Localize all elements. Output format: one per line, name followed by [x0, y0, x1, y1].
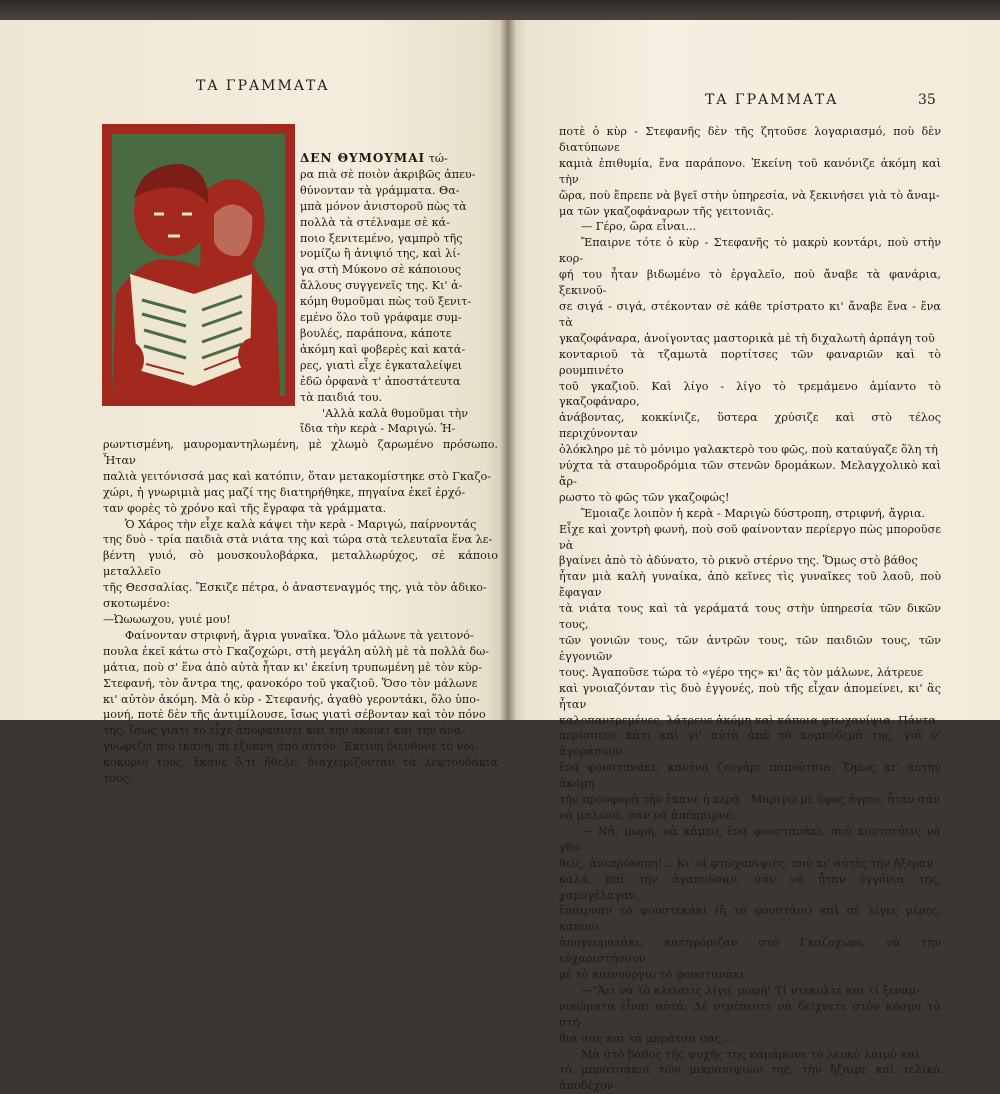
- text-line: γκαζοφάναρα, ἀνοίγοντας μαστορικὰ μὲ τὴ διχαλωτὴ ἁρπάγη τοῦ: [559, 331, 935, 345]
- opening-words: ΔΕΝ ΘΥΜΟΥΜΑΙ: [300, 151, 426, 165]
- text-line: καλοπαντρεμένες, λάτρευε ἀκόμη καὶ κάποια φτωχανίψια. Πάντα: [559, 713, 936, 727]
- page-number: 35: [918, 92, 936, 108]
- text-line: μπὰ μόνον ἀνιστοροῦ πὼς τὰ: [300, 199, 467, 213]
- text-line: κονταριοῦ τὰ τζαμωτὰ πορτίτσες τῶν φαναριῶν καὶ τὸ ρουμπινέτο: [559, 347, 941, 377]
- text-line: νύχτα τὰ σταυροδρόμια τῶν στενῶν δρομάκων. Μελαγχολικὸ καὶ ἄρ-: [559, 459, 941, 488]
- text-line: ἴδια τὴν κερὰ - Μαριγώ. Ἡ-: [300, 422, 456, 436]
- woodcut-illustration: [102, 124, 295, 406]
- text-line: τους. Ἀγαποῦσε τώρα τὸ «γέρο της» κι' ἃς τὸν μάλωνε, λάτρευε: [559, 665, 923, 679]
- text-line: ἀνάβοντας, κοκκίνιζε, ὕστερα χρύσιζε καὶ στὸ τέλος περιχύνονταν: [559, 411, 941, 441]
- text-line: —"Ἀει νὰ τὸ κλείσεις λίγο, μωρή! Τί ντεκολτὲ καὶ τί ξεναμ-: [581, 983, 920, 997]
- text-line: βγαίνει ἀπὸ τὸ ἀδύνατο, τὸ ρικνὸ στέρνο της. Ὅμως στὸ βάθος: [559, 554, 918, 568]
- text-line: μάτια, ποὺ σ' ἕνα ἀπὸ αὐτὰ ἦταν κι' ἐκείνη τρυπωμένη μὲ τὸν κὺρ-: [103, 660, 483, 674]
- text-line: ποιο ξενιτεμένο, γαμπρὸ τῆς: [300, 231, 463, 245]
- text-line: νικώματα εἶναι αὐτά; Δὲ ντρέπεστε νὰ δείχνετε στὸν κόσμο τὰ στή-: [559, 999, 941, 1029]
- text-line: ρωστο τὸ φῶς τῶν γκαζοφώς!: [559, 490, 730, 504]
- text-line: ταν φορὲς τὸ χρόνο καὶ τῆς ἔγραφα τὰ γράμματα.: [103, 501, 387, 515]
- text-line: ἦταν μιὰ καλὴ γυναίκα, ἀπὸ κεῖνες τὶς γυναῖκες τοῦ λαοῦ, ποὺ ἔφαγαν: [559, 570, 941, 600]
- text-line: τῆς Θεσσαλίας. Ἔσκιζε πέτρα, ὁ ἀναστεναγμός της, γιὰ τὸν ἀδικο-: [103, 581, 487, 595]
- text-line: βέντη γυιό, σὸ μουσκουλοβάρκα, μεταλλωρύχος, σὲ κάποιο μεταλλεῖο: [103, 549, 498, 579]
- text-line: Φαίνονταν στριφνή, ἄγρια γυναῖκα. Ὅλο μάλωνε τὰ γειτονό-: [125, 628, 474, 642]
- text-line: βουλές, παράπονα, κάποτε: [300, 326, 452, 340]
- text-line: νὰ μαλώνε, σὰν νὰ ἀπόπαιρνε:: [559, 808, 736, 822]
- text-line: τὴν προσφορὰ τὴν ἔκανε ἡ κερὰ - Μαριγὼ μὲ ὕφος ἄγριο, ἦταν σὰν: [559, 793, 941, 807]
- text-line: — Γέρο, ὥρα εἶναι...: [581, 220, 697, 234]
- text-line: σε σιγά - σιγά, στέκονταν σὲ κάθε τρίστρατο κι' ἄναβε ἕνα - ἕνα τὰ: [559, 299, 941, 329]
- left-beside-illustration-text: [300, 151, 498, 437]
- text-line: θύνονταν τὰ γράμματα. Θα-: [300, 183, 460, 197]
- text-line: ποτὲ ὁ κὺρ - Στεφανῆς δὲν τῆς ζητοῦσε λογαριασμό, ποὺ δὲν διατύπωνε: [559, 125, 941, 154]
- text-line: ἀκόμη καὶ φοβερὲς καὶ κατά-: [300, 342, 466, 356]
- text-line: γνωρίζει πιὸ ἱκανή, πὶ ἐξυπνη ἀπὸ αὐτόν. Ἐκείνη διευθύνε τὸ νοι-: [103, 740, 479, 754]
- text-line: τῶν γονιῶν τους, τῶν ἀντρῶν τους, τῶν παιδιῶν τους, τῶν ἐγγονιῶν: [559, 634, 941, 663]
- right-page: [507, 20, 1000, 1093]
- text-line: 'Αλλὰ καλὰ θυμοῦμαι τὴν: [322, 406, 469, 420]
- text-line: ἔπαιρναν τὸ φουστεκάκι (ἢ τὸ φουστάνι) καὶ σὲ λίγες μέρες, κάποιο: [559, 904, 941, 934]
- text-line: θια σας καὶ τὰ μπράτσα σας;...: [559, 1031, 736, 1045]
- text-line: Ἔμοιαζε λοιπὸν ἡ κερὰ - Μαριγὼ δύστροπη, στριφνή, ἄγρια.: [581, 506, 926, 520]
- text-line: φή του ἦταν βιδωμένο τὸ ἐργαλεῖο, ποὺ ἄναβε τὰ φανάρια, ξεκινοῦ-: [559, 268, 941, 298]
- text-line: ἀπογευματάκι, κατηφόριζαν στὸ Γκαζοχώρι, νὰ τὴν εὐχαριστήσουν: [559, 936, 941, 966]
- text-line: κοκυριὸ τους, ἔκανε ὅ,τι ἤθελε, διαχειρίζονταν τὰ λεφτουδάκια τους,: [103, 756, 498, 786]
- text-line: τὰ μπρατσάκια τῶν μικρανιψιῶν της, τὴν ἤξαιρε καὶ τελικὰ ἀποδέχον-: [559, 1063, 941, 1093]
- text-line: καμιὰ ἐπιθυμία, ἕνα παράπονο. Ἐκείνη τοῦ κανόνιζε ἀκόμη καὶ τὴν: [559, 156, 941, 186]
- text-line: πολλὰ τὰ στέλναμε σὲ κά-: [300, 215, 450, 229]
- text-line: Στεφανή, τὸν ἄντρα της, φανοκόρο τοῦ γκαζιοῦ. Ὅσο τὸν μάλωνε: [103, 676, 478, 690]
- text-line: καλά, καὶ τὴν ἀγαποῦσαν, σὰν νὰ ἦταν ἐγγόνια της, χαμογέλαγαν,: [559, 872, 941, 902]
- left-running-header: ΤΑ ΓΡΑΜΜΑΤΑ: [196, 78, 330, 94]
- text-line: κόμη θυμοῦμαι πὼς τοῦ ξενιτ-: [300, 295, 472, 309]
- text-line: θεῖς, ἀνεπρόκοπη!... Κι' οἱ φτωχανιψιές, ποὺ κι' αὐτὲς τὴν ἤξεραν: [559, 856, 934, 870]
- text-line: μα τῶν γκαζοφάναρων τῆς γειτονιᾶς.: [559, 204, 774, 218]
- book-gutter: [500, 20, 516, 720]
- text-line: εμένο ὅλο τοῦ γράφαμε συμ-: [300, 311, 462, 325]
- text-line: γα στὴ Μύκονο σὲ κάποιους: [300, 263, 461, 277]
- left-body-text: [103, 437, 498, 787]
- text-line: τοῦ γκαζιοῦ. Καὶ λίγο - λίγο τὸ τρεμάμενο ἀμίαντο τὸ γκαζοφάναρο,: [559, 379, 941, 409]
- text-line: τὰ νιάτα τους καὶ τὰ γεράματά τους στὴν ὑπηρεσία τῶν δικῶν τους,: [559, 602, 941, 632]
- text-line: ὁλόκληρο μὲ τὸ μόνιμο γαλακτερὸ του φῶς, ποὺ καταύγαζε ὅλη τὴ: [559, 443, 938, 457]
- text-line: μονή, ποτὲ δὲν τῆς ἀντιμίλουσε, ἴσως γιατὶ σέβονταν καὶ τὸν πόνο: [103, 708, 486, 722]
- text-line: της δυὸ - τρία παιδιὰ στὰ νιάτα της καὶ τώρα στὰ τελευταῖα ἕνα λε-: [103, 533, 493, 547]
- text-line: ΔΕΝ ΘΥΜΟΥΜΑΙ τώ-: [300, 151, 448, 165]
- text-line: Μὰ στὸ βάθος τῆς ψυχῆς της καμάρωνε τὸ λευκὸ λαιμὸ καὶ: [581, 1047, 920, 1061]
- text-line: ὥρα, ποὺ ἔπρεπε νὰ βγεῖ στὴν ὑπηρεσία, νὰ ξεκινήσει γιὰ τὸ ἄναμ-: [559, 188, 940, 202]
- text-line: —Ὠωωωχου, γυιέ μου!: [103, 612, 231, 626]
- text-line: ἐδῶ ὀρφανὰ τ' ἀποστάτευτα: [300, 374, 461, 388]
- text-line: της, ἴσως γιατὶ τὸ εἶχε ἀποφασίσει καὶ τὴν ἀκούει καὶ τὴν ἀνα-: [103, 724, 466, 738]
- text-line: ρωντισμένη, μαυρομαντηλωμένη, μὲ χλωμὸ ζαρωμένο πρόσωπο. Ἦταν: [103, 438, 498, 467]
- text-line: νομίζω ἢ ἀνιψιό της, καὶ λί-: [300, 247, 461, 261]
- text-line: ἕνα φουστανάκι, κανένα ζευγάρι παπούτσια. Ὅμως κι' αὐτὴν ἀκόμη: [559, 761, 941, 791]
- text-line: ρες, γιατὶ εἶχε ἐγκαταλείψει: [300, 358, 463, 372]
- right-running-header: ΤΑ ΓΡΑΜΜΑΤΑ: [705, 92, 839, 108]
- text-line: σκοτωμένο:: [103, 597, 171, 611]
- text-line: ρα πιὰ σὲ ποιὸν ἀκριβῶς ἀπευ-: [300, 167, 476, 181]
- text-line: ἄλλους συγγενεῖς της. Κι' ἀ-: [300, 279, 463, 293]
- text-line: Ὁ Χάρος τὴν εἶχε καλὰ κάψει τὴν κερὰ - Μαριγώ, παίρνοντάς: [125, 517, 477, 531]
- text-line: κι' αὐτὸν ἀκόμη. Μὰ ὁ κὺρ - Στεφανής, ἀγαθὸ γεροντάκι, ὅλο ὑπο-: [103, 692, 480, 706]
- text-line: — Νά, μωρή, νὰ κάμεις ἕνα φουστανάκι, ποὺ κουτσεύεις νὰ γδυ-: [559, 824, 941, 854]
- text-line: μὲ τὸ καινούργιο τὸ φουστανάκι:: [559, 968, 749, 982]
- right-body-text: [559, 124, 941, 1094]
- left-page: [0, 20, 507, 786]
- text-line: Ἔπαιρνε τότε ὁ κὺρ - Στεφανῆς τὸ μακρὺ κοντάρι, ποὺ στὴν κορ-: [559, 236, 941, 266]
- text-line: χώρι, ἡ γνωριμιὰ μας μαζί της διατηρήθηκε, πηγαίνα ἐκεῖ ἐρχό-: [103, 485, 466, 499]
- text-line: τὰ παιδιά του.: [300, 390, 383, 404]
- text-line: πουλα ἐκεῖ κάτω στὸ Γκαζοχώρι, στὴ μεγάλη αὐλὴ μὲ τὰ πολλὰ δω-: [103, 644, 490, 658]
- text-line: παλιὰ γειτόνισσά μας καὶ κατόπιν, ὅταν μετακομίστηκε στὸ Γκαζο-: [103, 469, 492, 483]
- text-line: Εἶχε καὶ χοντρὴ φωνή, ποὺ σοῦ φαίνονταν περίεργο πὼς μποροῦσε νὰ: [559, 522, 941, 552]
- text-line: περίσσευε κάτι καὶ γι' αὐτὰ ἀπὸ τὸ κομπόδεμά της, γιὰ ν' ἀγοράσουν: [559, 729, 941, 759]
- text-line: καὶ γνοιαζόνταν τὶς δυὸ ἐγγονές, ποὺ τῆς εἶχαν ἀπομείνει, κι' ἃς ἦταν: [559, 681, 941, 711]
